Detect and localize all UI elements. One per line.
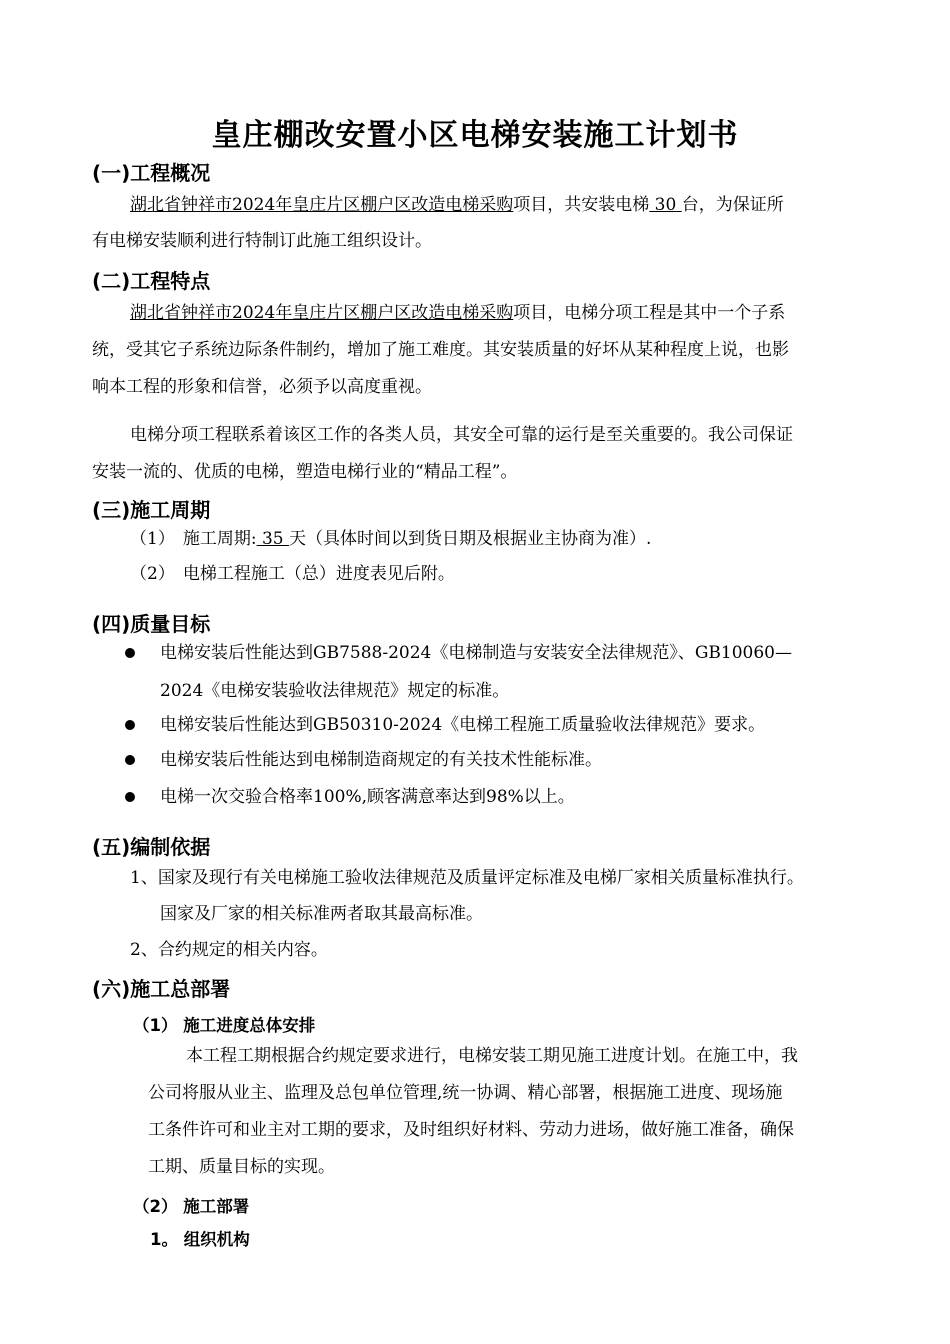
overview-text: 项目，共安装电梯 [513, 195, 650, 215]
project-name-link: 湖北省钟祥市2024年皇庄片区棚户区改造电梯采购 [130, 303, 514, 323]
section-heading-deployment: (六)施工总部署 [92, 977, 231, 1001]
basis-item-1-line-1: 1、国家及现行有关电梯施工验收法律规范及质量评定标准及电梯厂家相关质量标准执行。 [130, 868, 804, 888]
schedule-paragraph-line-2: 公司将服从业主、监理及总包单位管理,统一协调、精心部署，根据施工进度、现场施 [148, 1083, 783, 1103]
basis-item-1-line-2: 国家及厂家的相关标准两者取其最高标准。 [160, 904, 483, 924]
subheading-organization: 1。 组织机构 [150, 1230, 250, 1249]
project-name-link: 湖北省钟祥市2024年皇庄片区棚户区改造电梯采购 [130, 195, 514, 215]
schedule-paragraph-line-1: 本工程工期根据合约规定要求进行，电梯安装工期见施工进度计划。在施工中，我 [186, 1046, 798, 1066]
quality-item-1-line-1: 电梯安装后性能达到GB7588-2024《电梯制造与安装安全法律规范》、GB10060— [160, 643, 792, 663]
item-text: 电梯工程施工（总）进度表见后附。 [182, 564, 455, 584]
subheading-schedule: （1） 施工进度总体安排 [133, 1016, 316, 1035]
quality-item-4: 电梯一次交验合格率100%,顾客满意率达到98%以上。 [160, 787, 575, 807]
item-label: 施工周期: [182, 529, 257, 549]
overview-paragraph-line-1 [130, 193, 784, 217]
overview-text-end: 台，为保证所 [681, 195, 784, 215]
features-paragraph2-line-1: 电梯分项工程联系着该区工作的各类人员，其安全可靠的运行是至关重要的。我公司保证 [130, 425, 793, 445]
schedule-paragraph-line-4: 工期、质量目标的实现。 [148, 1157, 335, 1177]
section-heading-features: (二)工程特点 [92, 269, 211, 293]
item-number: （1） [130, 529, 175, 549]
bullet-icon [125, 755, 135, 765]
subheading-deployment: （2） 施工部署 [133, 1197, 250, 1216]
features-paragraph-line-2: 统，受其它子系统边际条件制约，增加了施工难度。其安装质量的好坏从某种程度上说，也影 [92, 340, 789, 360]
item-number: （2） [130, 564, 175, 584]
quality-item-2: 电梯安装后性能达到GB50310-2024《电梯工程施工质量验收法律规范》要求。 [160, 715, 766, 735]
features-paragraph2-line-2: 安装一流的、优质的电梯，塑造电梯行业的“精品工程”。 [92, 462, 518, 482]
features-text: 项目，电梯分项工程是其中一个子系 [513, 303, 786, 323]
section-heading-basis: (五)编制依据 [92, 835, 211, 859]
period-item-2 [130, 562, 455, 586]
bullet-icon [125, 648, 135, 658]
period-days: 35 [256, 529, 290, 549]
section-heading-overview: (一)工程概况 [92, 161, 211, 185]
bullet-icon [125, 720, 135, 730]
period-item-1 [130, 527, 651, 551]
quality-item-1-line-2: 2024《电梯安装验收法律规范》规定的标准。 [160, 681, 510, 701]
basis-item-2: 2、合约规定的相关内容。 [130, 940, 328, 960]
section-heading-quality: (四)质量目标 [92, 612, 211, 636]
section-heading-period: (三)施工周期 [92, 498, 211, 522]
document-title: 皇庄棚改安置小区电梯安装施工计划书 [211, 118, 739, 153]
features-paragraph-line-1 [130, 301, 785, 325]
elevator-count: 30 [649, 195, 682, 215]
schedule-paragraph-line-3: 工条件许可和业主对工期的要求，及时组织好材料、劳动力进场，做好施工准备，确保 [148, 1120, 794, 1140]
features-paragraph-line-3: 响本工程的形象和信誉，必须予以高度重视。 [92, 377, 432, 397]
item-text: 天（具体时间以到货日期及根据业主协商为准）. [289, 529, 652, 549]
quality-item-3: 电梯安装后性能达到电梯制造商规定的有关技术性能标准。 [160, 750, 602, 770]
bullet-icon [125, 792, 135, 802]
overview-paragraph-line-2: 有电梯安装顺利进行特制订此施工组织设计。 [92, 231, 432, 251]
